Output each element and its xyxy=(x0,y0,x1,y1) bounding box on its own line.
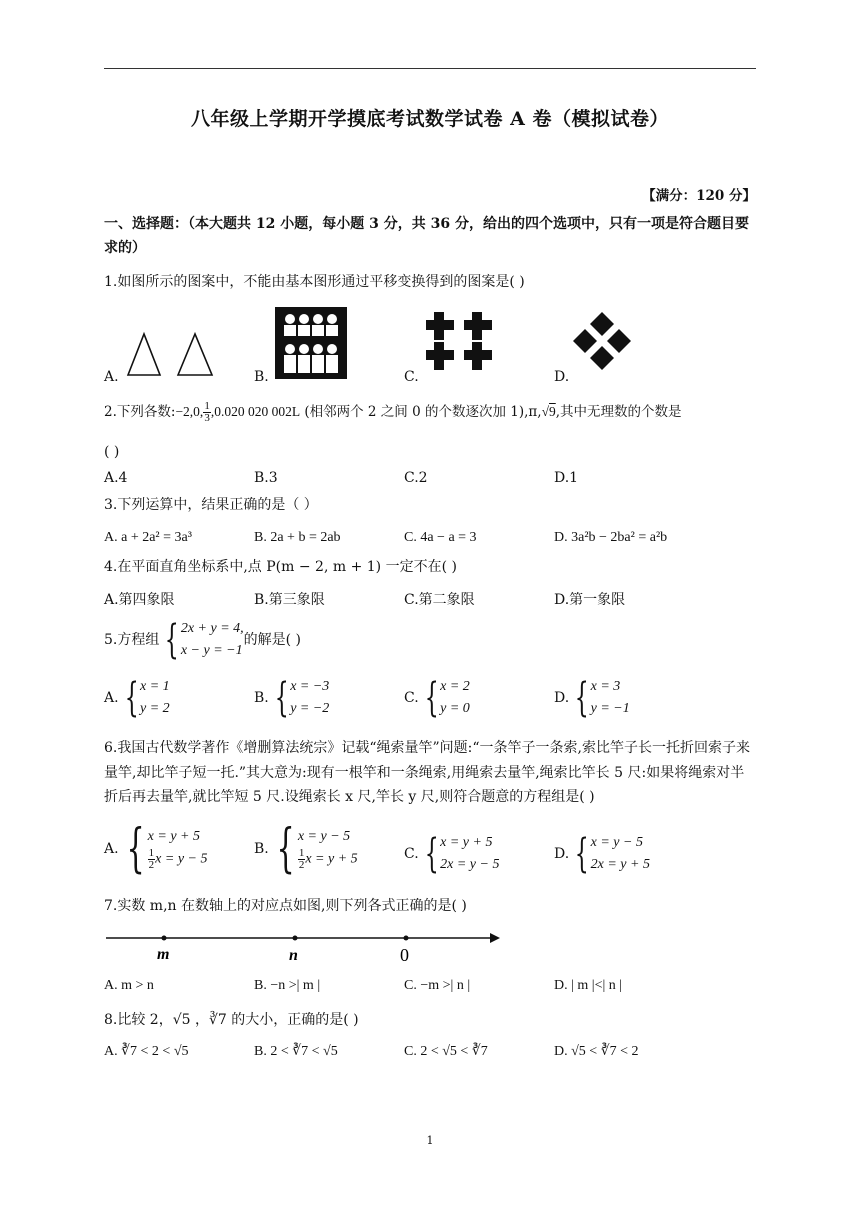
brace-icon: { xyxy=(424,675,439,721)
q6-option-a-label: A. xyxy=(104,840,119,857)
q2-stem-a: 2.下列各数: xyxy=(104,404,176,420)
q6-d-row2: 2x = y + 5 xyxy=(590,857,650,872)
axis-label-n: n xyxy=(289,947,298,964)
q6-b-half-num: 1 xyxy=(298,847,305,859)
two-triangles-figure xyxy=(124,330,216,378)
q2-stem-b: (相邻两个 2 之间 0 的个数逐次加 1),π, xyxy=(304,404,542,420)
q5-c-row1: x = 2 xyxy=(440,679,470,694)
question-4-stem: 4.在平面直角坐标系中,点 P(m − 2, m + 1) 一定不在( ) xyxy=(104,559,457,575)
brace-icon: { xyxy=(276,818,295,879)
q2-nums-b: ,0.020 020 002L xyxy=(210,404,301,419)
q2-sqrt-sign: √9 xyxy=(541,404,556,419)
q5-system xyxy=(159,618,243,662)
brace-icon: { xyxy=(126,818,145,879)
q6-b-row1: x = y − 5 xyxy=(297,829,351,844)
q3-option-b: B. 2a + b = 2ab xyxy=(254,530,341,545)
q5-d-row1: x = 3 xyxy=(590,679,621,694)
q5-a-row2: y = 2 xyxy=(140,701,170,716)
q6-d-row1: x = y − 5 xyxy=(590,835,643,850)
diamond-squares-icon xyxy=(568,310,636,372)
q1-option-b-label: B. xyxy=(254,369,269,385)
grid-figures-icon xyxy=(274,306,348,380)
q5-option-d-label: D. xyxy=(554,690,570,706)
q2-nums: −2,0, xyxy=(175,404,204,419)
q6-option-a xyxy=(104,818,208,879)
q5-a-row1: x = 1 xyxy=(140,679,170,694)
q6-a-half-num: 1 xyxy=(148,847,155,859)
q2-option-d: D.1 xyxy=(554,470,579,486)
q6-option-d-label: D. xyxy=(554,846,570,862)
brace-icon: { xyxy=(124,675,139,721)
q6-a-row2: x = y − 5 xyxy=(155,851,208,867)
q2-option-a: A.4 xyxy=(104,470,128,486)
q1-option-a-label: A. xyxy=(104,369,119,385)
q4-option-c: C.第二象限 xyxy=(404,592,475,608)
q6-option-d xyxy=(554,832,650,876)
q6-b-half-den: 2 xyxy=(298,859,305,871)
question-2-stem xyxy=(104,400,756,424)
brace-icon: { xyxy=(574,675,589,721)
q4-option-d: D.第一象限 xyxy=(554,592,626,608)
page-title: 八年级上学期开学摸底考试数学试卷 A 卷（模拟试卷） xyxy=(191,108,669,130)
q8-option-c: C. 2 < √5 < ∛7 xyxy=(404,1044,488,1059)
q5-b-row2: y = −2 xyxy=(290,701,330,716)
q5-option-a-label: A. xyxy=(104,690,119,706)
q6-a-half-den: 2 xyxy=(148,859,155,871)
brace-icon: { xyxy=(274,675,289,721)
q2-frac-num: 1 xyxy=(204,400,210,412)
q2-stem-c: ,其中无理数的个数是 xyxy=(555,404,682,420)
q2-frac-den: 3 xyxy=(204,412,210,424)
q1-option-c-label: C. xyxy=(404,369,419,385)
q5-stem-a: 5.方程组 xyxy=(104,632,160,648)
q4-option-a: A.第四象限 xyxy=(104,592,175,608)
q5-option-a xyxy=(104,676,170,720)
full-score: 【满分：120 分】 xyxy=(642,188,756,204)
q4-option-b: B.第三象限 xyxy=(254,592,325,608)
q8-option-b: B. 2 < ∛7 < √5 xyxy=(254,1044,338,1059)
q6-option-b xyxy=(254,818,358,879)
q7-option-a: A. m > n xyxy=(104,978,154,993)
q5-stem-b: 的解是( ) xyxy=(243,632,302,648)
question-7-stem: 7.实数 m,n 在数轴上的对应点如图,则下列各式正确的是( ) xyxy=(104,898,467,914)
q6-option-c-label: C. xyxy=(404,846,419,862)
section-heading: 一、选择题：（本大题共 12 小题，每小题 3 分，共 36 分，给出的四个选项中，只有一项是符合题目要求的） xyxy=(104,216,749,256)
page-number: 1 xyxy=(426,1134,434,1147)
q5-option-d xyxy=(554,676,630,720)
q5-option-c xyxy=(404,676,470,720)
q2-option-c: C.2 xyxy=(404,470,428,486)
brace-icon: { xyxy=(574,831,589,877)
q5-eq-2: x − y = −1 xyxy=(180,643,243,658)
q6-b-row2: x = y + 5 xyxy=(305,851,358,867)
axis-label-zero: 0 xyxy=(400,945,409,965)
q7-option-b: B. −n >| m | xyxy=(254,978,321,993)
q1-option-d-label: D. xyxy=(554,369,570,385)
q6-option-c xyxy=(404,832,499,876)
q2-sqrt-value: 9 xyxy=(549,404,556,419)
q2-option-b: B.3 xyxy=(254,470,278,486)
question-1-stem: 1.如图所示的图案中，不能由基本图形通过平移变换得到的图案是( ) xyxy=(104,274,525,290)
q3-option-a: A. a + 2a² = 3a³ xyxy=(104,530,192,545)
number-line-figure xyxy=(104,928,504,968)
question-5-stem xyxy=(104,618,756,662)
q5-option-b xyxy=(254,676,329,720)
question-3-stem: 3.下列运算中，结果正确的是（ ） xyxy=(104,497,318,513)
q6-c-row1: x = y + 5 xyxy=(440,835,493,850)
q6-option-b-label: B. xyxy=(254,840,269,857)
q2-fraction xyxy=(203,401,211,424)
q8-option-a: A. ∛7 < 2 < √5 xyxy=(104,1044,189,1059)
q8-option-d: D. √5 < ∛7 < 2 xyxy=(554,1044,639,1059)
q3-option-d: D. 3a²b − 2ba² = a²b xyxy=(554,530,668,545)
q5-option-b-label: B. xyxy=(254,690,269,706)
q6-a-row1: x = y + 5 xyxy=(147,829,200,844)
header-rule xyxy=(104,68,756,69)
q7-option-d: D. | m |<| n | xyxy=(554,978,623,993)
q2-paren: ( ) xyxy=(104,444,120,460)
q5-eq-1: 2x + y = 4, xyxy=(180,621,244,636)
question-8-stem: 8.比较 2，√5 ，∛7 的大小，正确的是( ) xyxy=(104,1012,359,1028)
brace-icon: { xyxy=(424,831,439,877)
q3-option-c: C. 4a − a = 3 xyxy=(404,530,477,545)
axis-label-m: m xyxy=(157,946,170,963)
q6-c-row2: 2x = y − 5 xyxy=(440,857,500,872)
q5-d-row2: y = −1 xyxy=(590,701,630,716)
brace-icon: { xyxy=(165,617,180,663)
q5-option-c-label: C. xyxy=(404,690,419,706)
q7-option-c: C. −m >| n | xyxy=(404,978,471,993)
q5-b-row1: x = −3 xyxy=(290,679,330,694)
pinwheel-blocks-icon xyxy=(424,310,500,372)
question-6-stem: 6.我国古代数学著作《增删算法统宗》记载“绳索量竿”问题:“一条竿子一条索,索比竿子长一托折回索子来量竿,却比竿子短一托.”其大意为:现有一根竿和一条绳索,用绳索去量竿,绳索比竿长 5 尺:如果将绳索对半折后再去量竿,就比竿短 5 尺.设绳索长 x 尺,竿长 y 尺,则符合题意的方程组是( ) xyxy=(104,740,750,805)
q5-c-row2: y = 0 xyxy=(440,701,470,716)
